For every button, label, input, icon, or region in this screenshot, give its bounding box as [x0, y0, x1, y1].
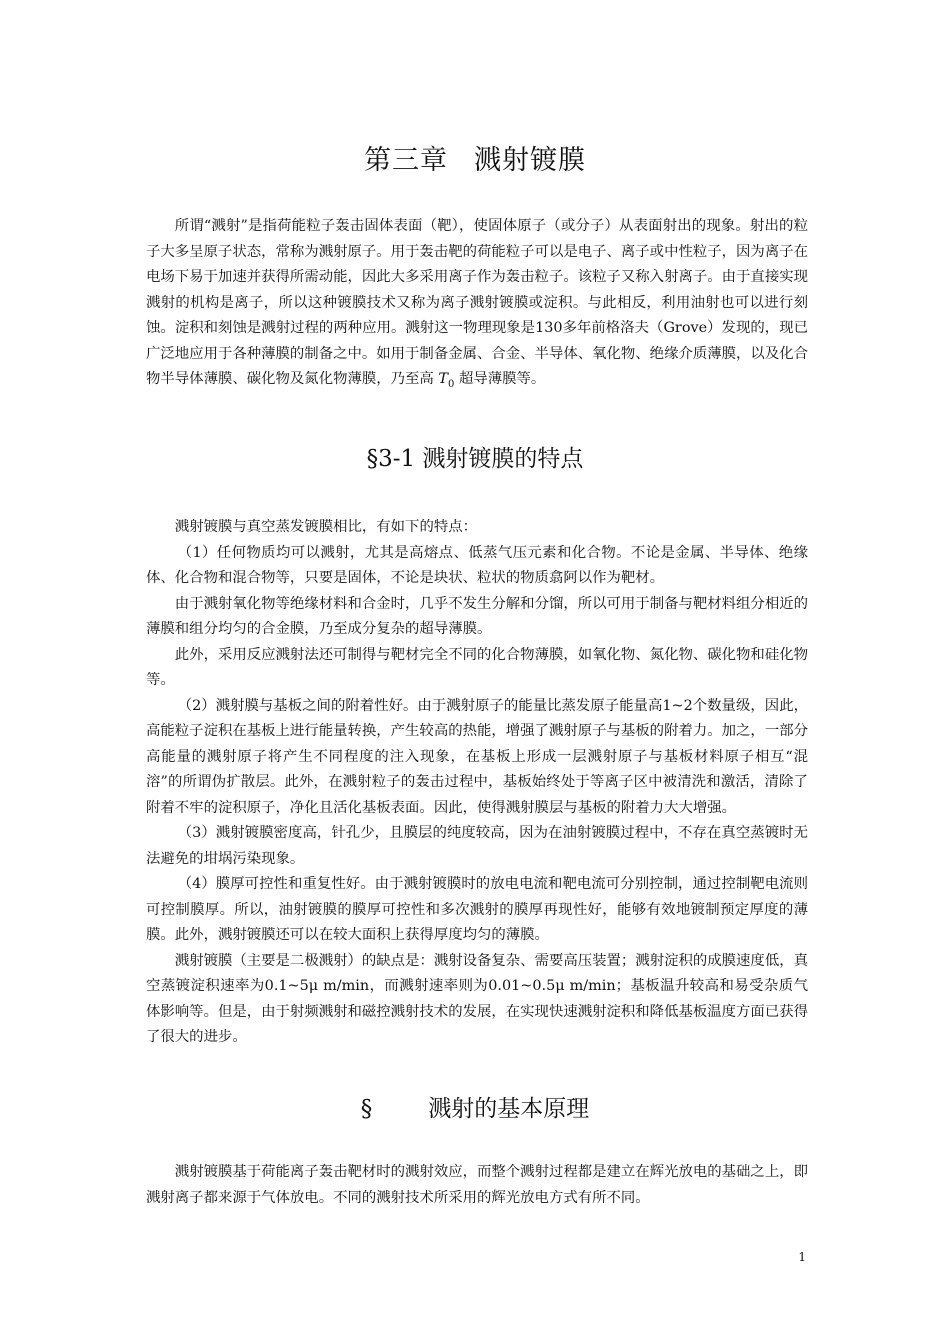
intro-block [146, 214, 808, 397]
page-number: 1 [798, 1250, 806, 1264]
t0-symbol: $T_0$ [438, 371, 455, 390]
paragraph: （4）膜厚可控性和重复性好。由于溅射镀膜时的放电电流和靶电流可分别控制，通过控制靶电流则可控制膜厚。所以，油射镀膜的膜厚可控性和多次溅射的膜厚再现性好，能够有效地镀制预定厚度的薄膜。此外，溅射镀膜还可以在较大面积上获得厚度均匀的薄膜。 [146, 876, 808, 943]
section-number: §3-1 [366, 446, 416, 472]
paragraph: （2）溅射膜与基板之间的附着性好。由于溅射原子的能量比蒸发原子能量高1~2个数量级，因此，高能粒子淀积在基板上进行能量转换，产生较高的热能，增强了溅射原子与基板的附着力。加之，一部分高能量的溅射原子将产生不同程度的注入现象，在基板上形成一层溅射原子与基板材料原子相互“混溶”的所谓伪扩散层。此外，在溅射粒子的轰击过程中，基板始终处于等离子区中被清洗和激活，清除了附着不牢的淀积原子，净化且活化基板表面。因此，使得溅射膜层与基板的附着力大大增强。 [146, 697, 808, 816]
paragraph: 溅射镀膜（主要是二极溅射）的缺点是：溅射设备复杂、需要高压装置；溅射淀积的成膜速度低，真空蒸镀淀积速率为0.1~5μ m/min，而溅射速率则为0.01~0.5μ m/min；基板温升较高和易受杂质气体影响等。但是，由于射频溅射和磁控溅射技术的发展，在实现快速溅射淀积和降低基板温度方面已获得了很大的进步。 [146, 952, 808, 1045]
chapter-name: 溅射镀膜 [474, 145, 586, 176]
section-name: 溅射镀膜的特点 [422, 446, 584, 472]
paragraph: 溅射镀膜基于荷能离子轰击靶材时的溅射效应，而整个溅射过程都是建立在辉光放电的基础之上，即溅射离子都来源于气体放电。不同的溅射技术所采用的辉光放电方式有所不同。 [146, 1164, 808, 1206]
paragraph: 由于溅射氧化物等绝缘材料和合金时，几乎不发生分解和分馏，所以可用于制备与靶材料组分相近的薄膜和组分均匀的合金膜，乃至成分复杂的超导薄膜。 [146, 595, 808, 637]
chapter-number: 第三章 [364, 145, 448, 176]
paragraph: 此外，采用反应溅射法还可制得与靶材完全不同的化合物薄膜，如氧化物、氮化物、碳化物和硅化物等。 [146, 646, 808, 688]
section-principle-body [146, 1160, 808, 1211]
section-title-principle [0, 1090, 950, 1123]
intro-paragraph: 所谓“溅射”是指荷能粒子轰击固体表面（靶），使固体原子（或分子）从表面射出的现象。射出的粒子大多呈原子状态，常称为溅射原子。用于轰击靶的荷能粒子可以是电子、离子或中性粒子，因为离子在电场下易于加速并获得所需动能，因此大多采用离子作为轰击粒子。该粒子又称入射离子。由于直接实现溅射的机构是离子，所以这种镀膜技术又称为离子溅射镀膜或淀积。与此相反，利用油射也可以进行刻蚀。淀积和刻蚀是溅射过程的两种应用。溅射这一物理现象是130多年前格洛夫（Grove）发现的，现已广泛地应用于各种薄膜的制备之中。如用于制备金属、合金、半导体、氧化物、绝缘介质薄膜，以及化合物半导体薄膜、碳化物及氮化物薄膜，乃至高 $T_0$ 超导薄膜等。 [146, 218, 808, 390]
section-title-3-1 [0, 440, 950, 473]
paragraph: （1）任何物质均可以溅射，尤其是高熔点、低蒸气压元素和化合物。不论是金属、半导体、绝缘体、化合物和混合物等，只要是固体，不论是块状、粒状的物质翕阿以作为靶材。 [146, 544, 808, 586]
paragraph: 溅射镀膜与真空蒸发镀膜相比，有如下的特点： [174, 519, 478, 535]
section-3-1-body [146, 515, 808, 1051]
section-number: § [360, 1096, 373, 1122]
paragraph: （3）溅射镀膜密度高，针孔少，且膜层的纯度较高，因为在油射镀膜过程中，不存在真空蒸镀时无法避免的坩埚污染现象。 [146, 825, 808, 867]
chapter-title [0, 138, 950, 177]
section-name: 溅射的基本原理 [428, 1096, 590, 1122]
